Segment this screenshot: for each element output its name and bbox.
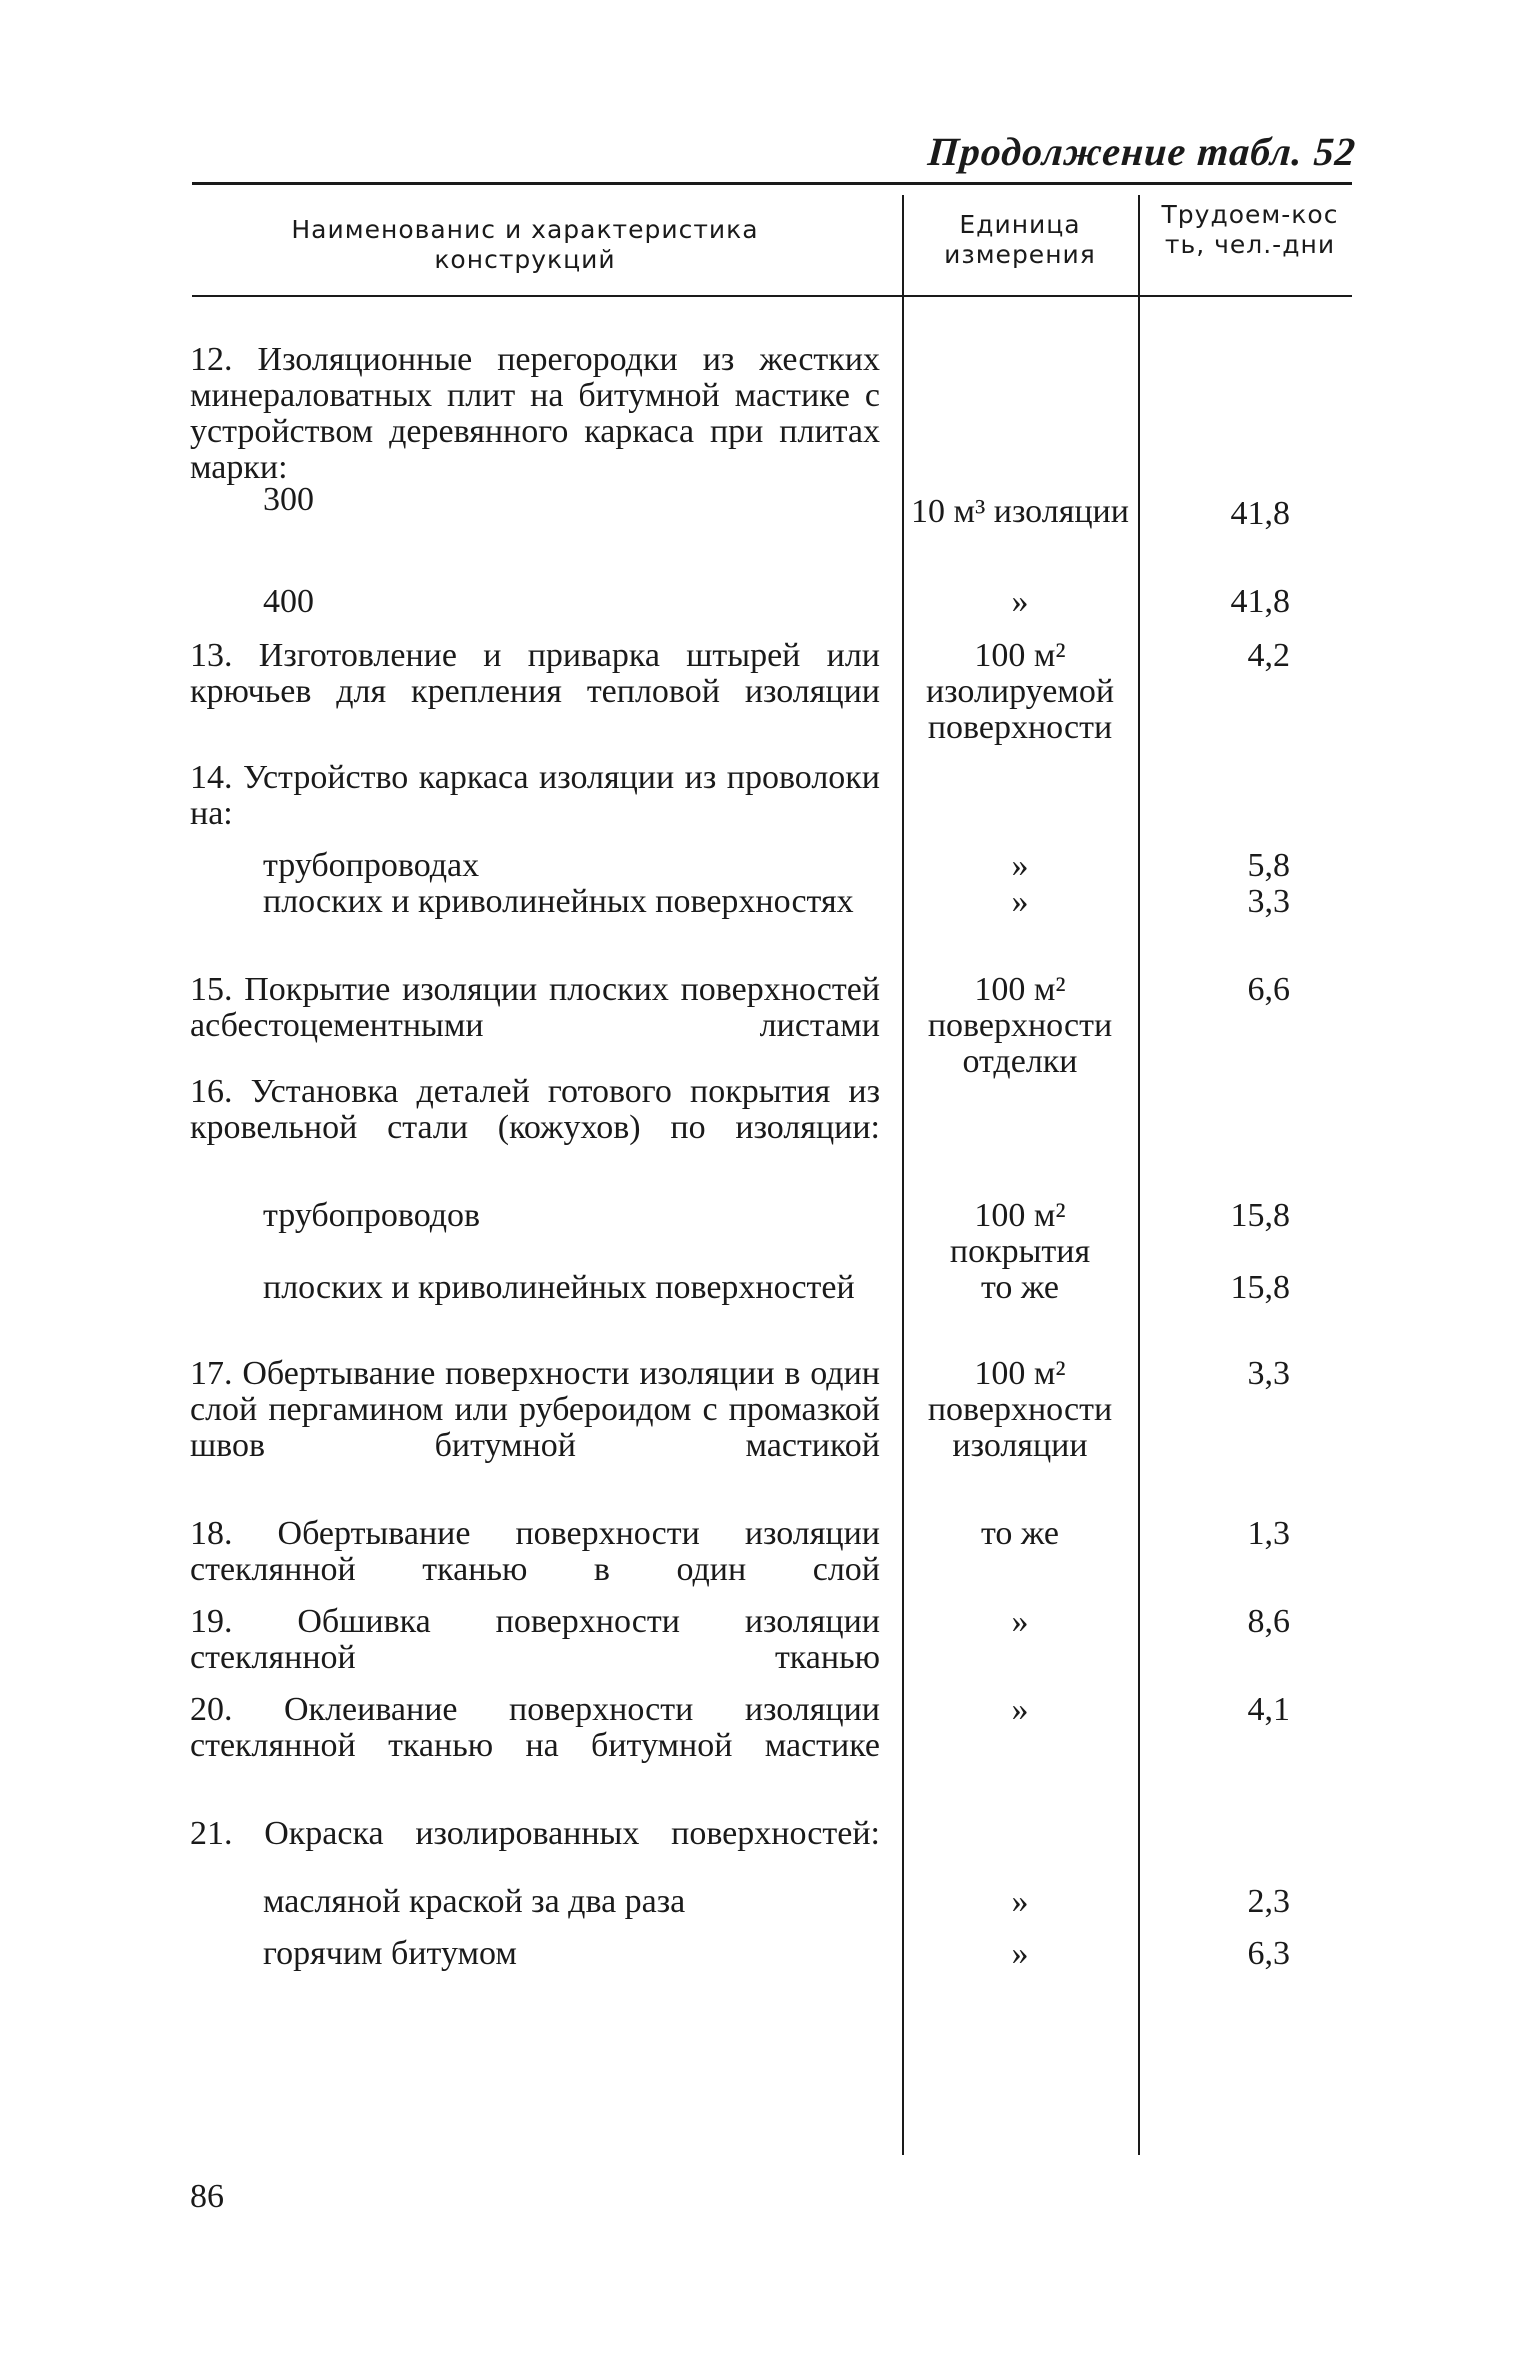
row-19-value: 8,6 (1247, 1603, 1290, 1640)
row-12-description: 12. Изоляционные перегородки из жестких минераловатных плит на битумной мастике с устройством деревянного каркаса при плитах марки: (190, 341, 880, 486)
row-19-description: 19. Обшивка поверхности изоляции стеклянной тканью (190, 1603, 880, 1676)
row-14a-description: трубопроводах (263, 847, 480, 884)
row-14b-value: 3,3 (1247, 883, 1290, 920)
row-16b-value: 15,8 (1230, 1269, 1290, 1306)
row-16a-description: трубопроводов (263, 1197, 481, 1234)
header-unit-column: Единица измерения (944, 210, 1096, 269)
row-15-value: 6,6 (1247, 971, 1290, 1008)
row-12b-unit: » (1011, 583, 1029, 620)
row-15-description: 15. Покрытие изоляции плоских поверхностей асбестоцементными листами (190, 971, 880, 1044)
row-21a-description: масляной краской за два раза (263, 1883, 686, 1920)
row-12a-value: 41,8 (1230, 495, 1290, 532)
row-13-unit: 100 м² изолируемой поверхности (925, 637, 1115, 746)
row-17-value: 3,3 (1247, 1355, 1290, 1392)
row-21a-unit: » (1011, 1883, 1029, 1920)
top-rule (192, 182, 1352, 185)
row-14a-value: 5,8 (1247, 847, 1290, 884)
table-caption: Продолжение табл. 52 (926, 129, 1358, 174)
row-13-value: 4,2 (1247, 637, 1290, 674)
row-17-description: 17. Обертывание поверхности изоляции в один слой пергамином или рубероидом с промазкой швов битумной мастикой (190, 1355, 880, 1464)
row-21-description: 21. Окраска изолированных поверхностей: (190, 1815, 880, 1852)
row-21b-description: горячим битумом (263, 1935, 517, 1972)
row-17-unit: 100 м² поверхности изоляции (927, 1355, 1113, 1464)
row-14b-unit: » (1011, 883, 1029, 920)
row-14b-description: плоских и криволинейных поверхностях (263, 883, 854, 920)
page-number: 86 (190, 2178, 224, 2215)
row-21b-value: 6,3 (1247, 1935, 1290, 1972)
row-15-unit: 100 м² поверхности отделки (927, 971, 1113, 1080)
row-18-value: 1,3 (1247, 1515, 1290, 1552)
row-18-unit: то же (980, 1515, 1060, 1552)
row-16b-unit: то же (980, 1269, 1060, 1306)
header-name-column: Наименованис и характеристика конструкций (291, 215, 759, 274)
row-13-description: 13. Изготовление и приварка штырей или крючьев для крепления тепловой изоляции (190, 637, 880, 710)
row-12b-description: 400 (263, 583, 314, 620)
row-12a-unit: 10 м³ изоляции (911, 493, 1129, 530)
row-18-description: 18. Обертывание поверхности изоляции стеклянной тканью в один слой (190, 1515, 880, 1588)
row-14a-unit: » (1011, 847, 1029, 884)
header-bottom-rule (192, 295, 1352, 297)
row-20-description: 20. Оклеивание поверхности изоляции стеклянной тканью на битумной мастике (190, 1691, 880, 1764)
row-21a-value: 2,3 (1247, 1883, 1290, 1920)
row-14-description: 14. Устройство каркаса изоляции из проволоки на: (190, 759, 880, 832)
row-20-value: 4,1 (1247, 1691, 1290, 1728)
column-divider-1 (902, 195, 904, 2155)
row-21b-unit: » (1011, 1935, 1029, 1972)
row-20-unit: » (1011, 1691, 1029, 1728)
row-12b-value: 41,8 (1230, 583, 1290, 620)
row-16a-value: 15,8 (1230, 1197, 1290, 1234)
column-divider-2 (1138, 195, 1140, 2155)
row-16a-unit: 100 м² покрытия (949, 1197, 1091, 1270)
row-16-description: 16. Установка деталей готового покрытия из кровельной стали (кожухов) по изоляции: (190, 1073, 880, 1146)
header-labor-column: Трудоем-кость, чел.-дни (1161, 200, 1339, 259)
row-19-unit: » (1011, 1603, 1029, 1640)
row-16b-description: плоских и криволинейных поверхностей (263, 1269, 855, 1306)
row-12a-description: 300 (263, 481, 314, 518)
